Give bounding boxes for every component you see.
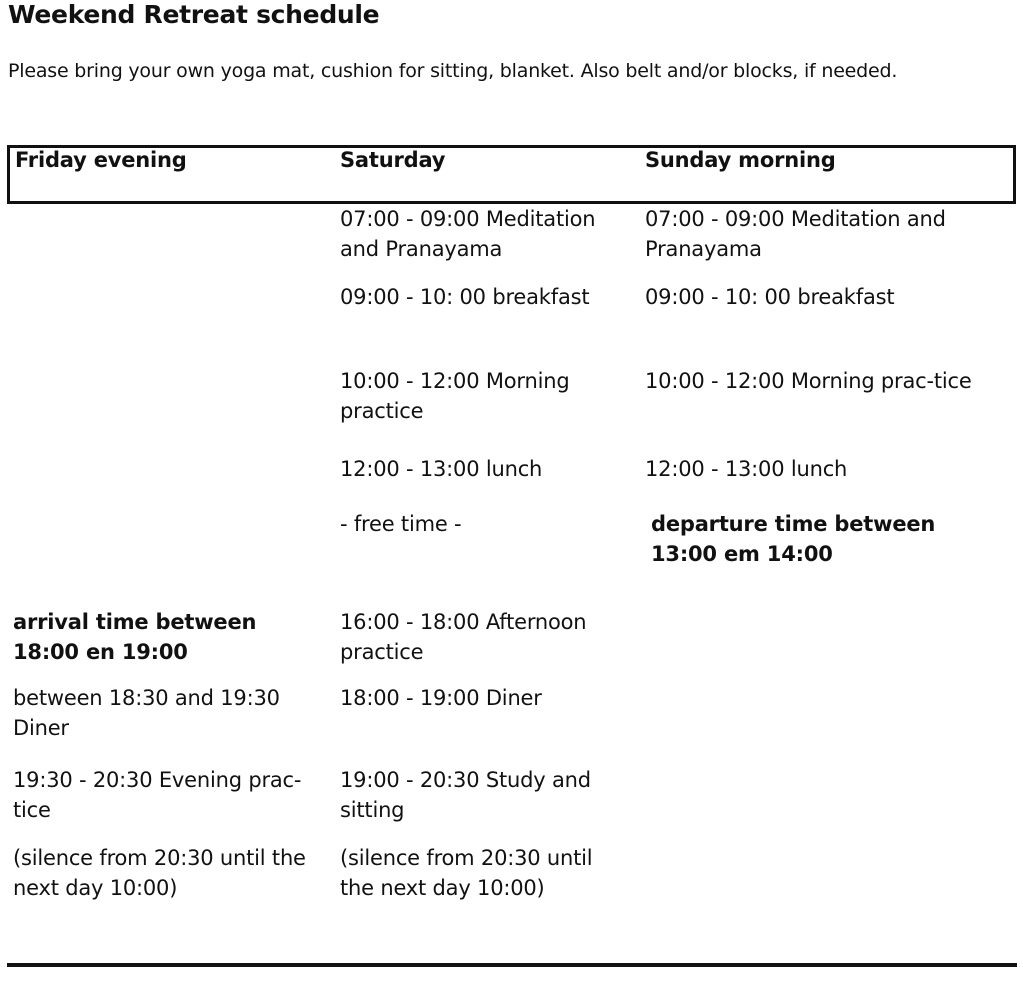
sunday-item: 10:00 - 12:00 Morning prac-tice — [645, 369, 972, 393]
friday-item: (silence from 20:30 until the next day 10:00) — [13, 846, 306, 900]
sunday-item: 09:00 - 10: 00 breakfast — [645, 285, 895, 309]
column-header-sunday: Sunday morning — [645, 148, 836, 172]
sunday-item: 12:00 - 13:00 lunch — [645, 457, 848, 481]
sunday-departure: departure time between 13:00 em 14:00 — [651, 512, 936, 566]
friday-item: between 18:30 and 19:30 Diner — [13, 686, 280, 740]
saturday-item: 16:00 - 18:00 Afternoon practice — [340, 610, 587, 664]
saturday-item: 07:00 - 09:00 Meditation and Pranayama — [340, 207, 596, 261]
saturday-item: - free time - — [340, 512, 462, 536]
bottom-divider — [7, 963, 1017, 967]
saturday-item: 19:00 - 20:30 Study and sitting — [340, 768, 591, 822]
column-header-saturday: Saturday — [340, 148, 446, 172]
page-title: Weekend Retreat schedule — [8, 0, 380, 29]
saturday-item: 18:00 - 19:00 Diner — [340, 686, 542, 710]
sunday-item: 07:00 - 09:00 Meditation and Pranayama — [645, 207, 946, 261]
saturday-item: 10:00 - 12:00 Morning practice — [340, 369, 570, 423]
saturday-item: (silence from 20:30 until the next day 10:00) — [340, 846, 593, 900]
intro-text: Please bring your own yoga mat, cushion for sitting, blanket. Also belt and/or blocks, if needed. — [8, 60, 898, 82]
saturday-item: 09:00 - 10: 00 breakfast — [340, 285, 590, 309]
friday-item: 19:30 - 20:30 Evening prac-tice — [13, 768, 302, 822]
saturday-item: 12:00 - 13:00 lunch — [340, 457, 543, 481]
friday-arrival: arrival time between 18:00 en 19:00 — [13, 610, 257, 664]
column-header-friday: Friday evening — [15, 148, 187, 172]
